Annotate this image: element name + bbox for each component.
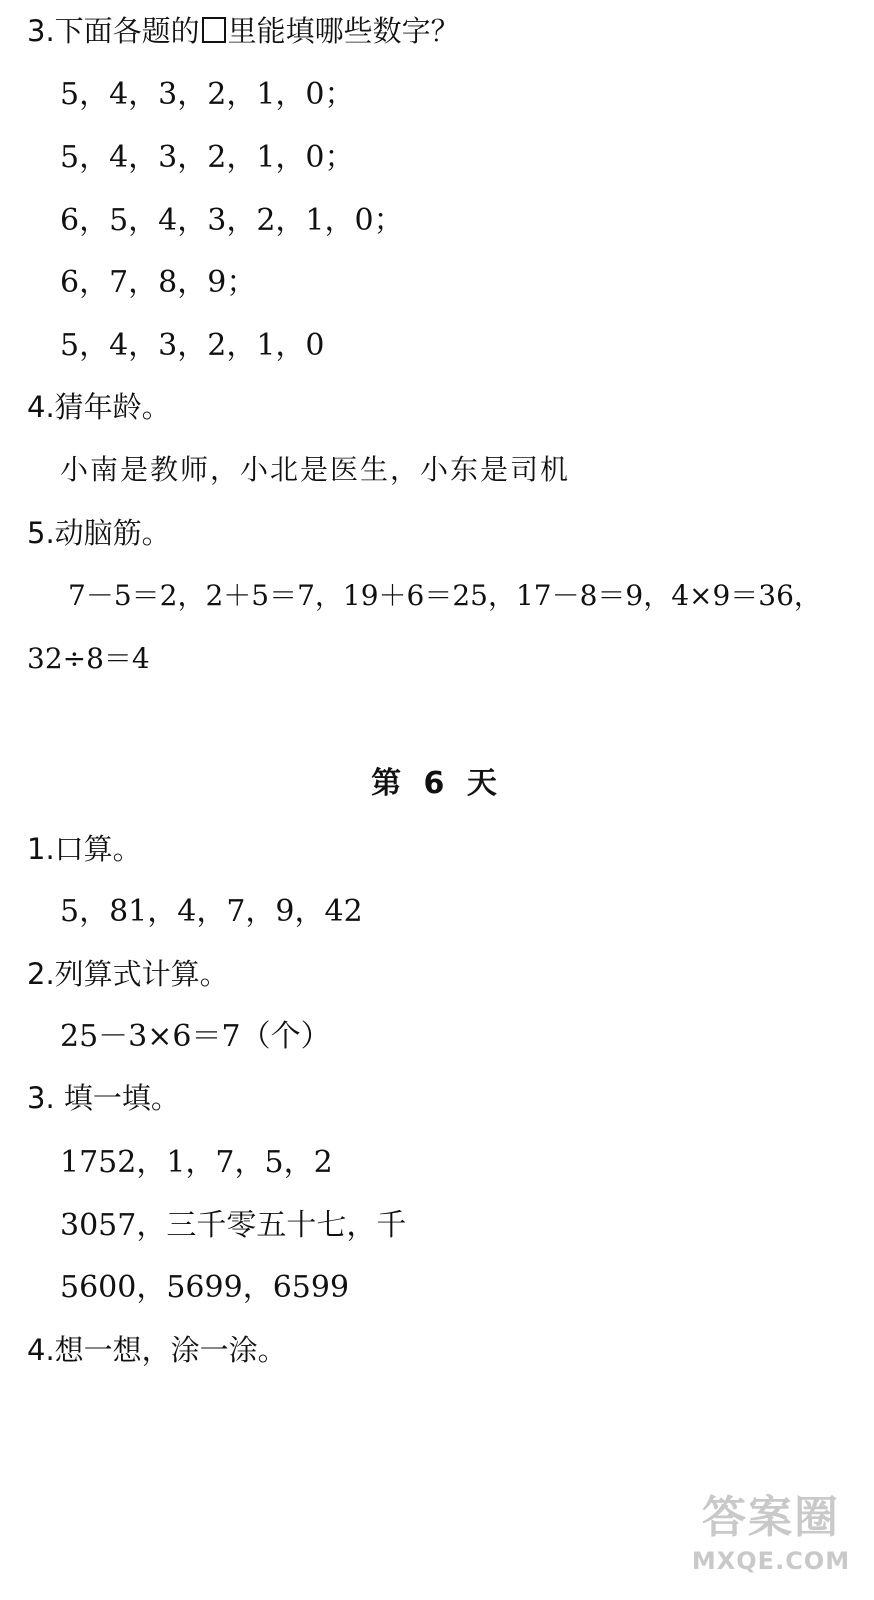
q3-answer-4: 6，7，8，9； [60,265,257,300]
watermark-url: MXQE.COM [691,1547,851,1575]
q5-answer-line1: 7－5＝2，2＋5＝7，19＋6＝25，17－8＝9，4×9＝36， [68,579,822,612]
day6-q2-answer: 25－3×6＝7（个） [60,1019,331,1054]
watermark-logo [686,1490,856,1590]
q4-answer: 小南是教师，小北是医生，小东是司机 [60,453,571,486]
day6-title: 第 6 天 [371,766,503,801]
day6-q1-answer: 5，81，4，7，9，42 [60,894,363,929]
day6-q1-heading: 1.口算。 [27,832,142,866]
q3-heading [27,14,460,48]
day6-q2-heading: 2.列算式计算。 [27,957,229,991]
q3-answer-5: 5，4，3，2，1，0 [60,328,325,363]
q4-heading: 4.猜年龄。 [27,390,171,424]
q5-heading: 5.动脑筋。 [27,516,171,550]
q3-answer-3: 6，5，4，3，2，1，0； [60,203,404,238]
day6-q3-answer-3: 5600，5699，6599 [60,1270,350,1305]
watermark-logo-text: 答案圈 [702,1492,840,1543]
day6-q4-heading: 4.想一想，涂一涂。 [27,1333,287,1367]
q3-answer-2: 5，4，3，2，1，0； [60,140,355,175]
day6-q3-heading: 3. 填一填。 [27,1081,180,1115]
q3-heading-pre: 3.下面各题的 [27,14,200,48]
day6-q3-answer-1: 1752，1，7，5，2 [60,1145,333,1180]
blank-box-icon [202,17,226,43]
q3-answer-1: 5，4，3，2，1，0； [60,77,355,112]
day6-q3-answer-2: 3057，三千零五十七，千 [60,1208,407,1243]
q5-answer-line2: 32÷8＝4 [27,642,150,675]
q3-heading-post: 里能填哪些数字？ [227,14,460,48]
